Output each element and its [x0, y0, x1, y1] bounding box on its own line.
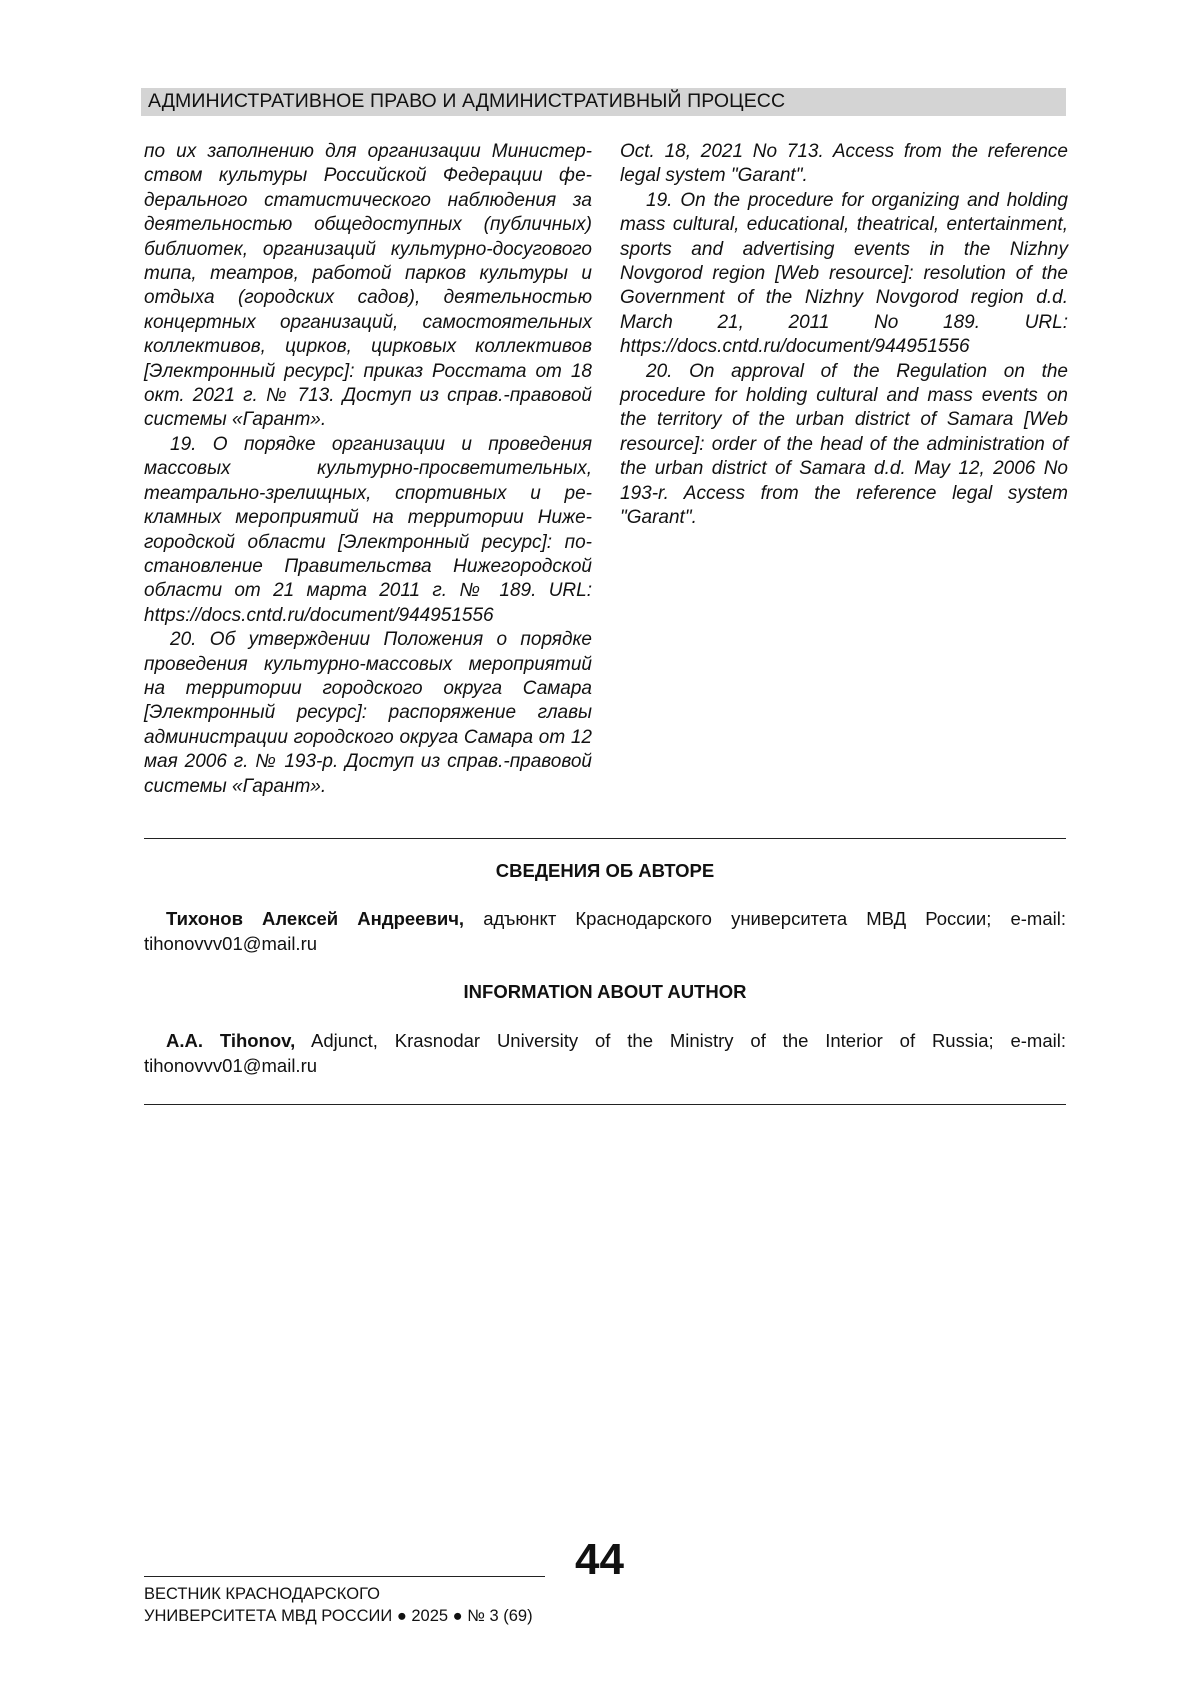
section-header-title: АДМИНИСТРАТИВНОЕ ПРАВО И АДМИНИСТРАТИВНЫЙ ПРОЦЕСС	[148, 90, 786, 112]
author-details-ru: адъюнкт Краснодарского университета МВД России; e-mail: tihonovvv01@mail.ru	[144, 908, 1066, 954]
reference-item-20-en: 20. On approval of the Regulation on the procedure for holding cultural and mass events on the territory of the urban district of Samara [Web resource]: order of the head of the administration of the urban district of Samara d.d. May 12, 2006 No 193-r. Access from the reference legal system "Garant".	[620, 360, 1068, 529]
author-heading-ru: СВЕДЕНИЯ ОБ АВТОРЕ	[495, 860, 715, 881]
references-column-russian	[144, 140, 592, 799]
author-info-en	[144, 1028, 1066, 1078]
reference-continuation-en: Oct. 18, 2021 No 713. Access from the reference legal system "Garant".	[620, 141, 1068, 187]
reference-item-19-en: 19. On the procedure for organizing and holding mass cultural, educational, theatrical, entertainment, sports and advertising events in the Nizhny Novgorod region [Web resource]: resolution of the Government of the Nizhny Novgorod region d.d. March 21, 2011 No 189. URL: https://docs.cntd.ru/document/944951556	[620, 189, 1068, 358]
footer-rule	[144, 1576, 545, 1577]
author-name-ru: Тихонов Алексей Андреевич,	[166, 908, 465, 929]
references-column-english	[620, 140, 1068, 531]
journal-title-line1: ВЕСТНИК КРАСНОДАРСКОГО	[144, 1585, 380, 1603]
author-info-ru	[144, 906, 1066, 956]
reference-continuation: по их заполнению для организации Министерством культуры Российской Федерации федерального статистического наблюдения за деятельностью общедоступных (публичных) библиотек, организаций культурно-досугового типа, театров, работой парков культуры и отдыха (городских садов), деятельностью концертных организаций, самостоятельных коллективов, цирков, цирковых коллективов [Электронный ресурс]: приказ Росстата от 18 окт. 2021 г. № 713. Доступ из справ.-правовой системы «Гарант».	[144, 141, 592, 431]
journal-title-line2: УНИВЕРСИТЕТА МВД РОССИИ ● 2025 ● № 3 (69)	[144, 1607, 533, 1625]
journal-footer	[144, 1583, 533, 1627]
author-block-bottom-rule	[144, 1104, 1066, 1105]
author-block-top-rule	[144, 838, 1066, 839]
reference-item-19: 19. О порядке организации и проведения массовых культурно-просветительных, театрально-зрелищных, спортивных и рекламных мероприятий на территории Нижегородской области [Электронный ресурс]: постановление Правительства Нижегородской области от 21 марта 2011 г. № 189. URL: https://docs.cntd.ru/document/944951556	[144, 433, 592, 626]
page-number: 44	[575, 1535, 624, 1584]
author-heading-en: INFORMATION ABOUT AUTHOR	[463, 981, 747, 1002]
author-details-en: Adjunct, Krasnodar University of the Ministry of the Interior of Russia; e-mail: tihonovvv01@mail.ru	[144, 1030, 1066, 1076]
author-name-en: A.A. Tihonov,	[166, 1030, 296, 1051]
reference-item-20: 20. Об утверждении Положения о порядке проведения культурно-массовых мероприятий на территории городского округа Самара [Электронный ресурс]: распоряжение главы администрации городского округа Самара от 12 мая 2006 г. № 193-р. Доступ из справ.-правовой системы «Гарант».	[144, 629, 592, 797]
